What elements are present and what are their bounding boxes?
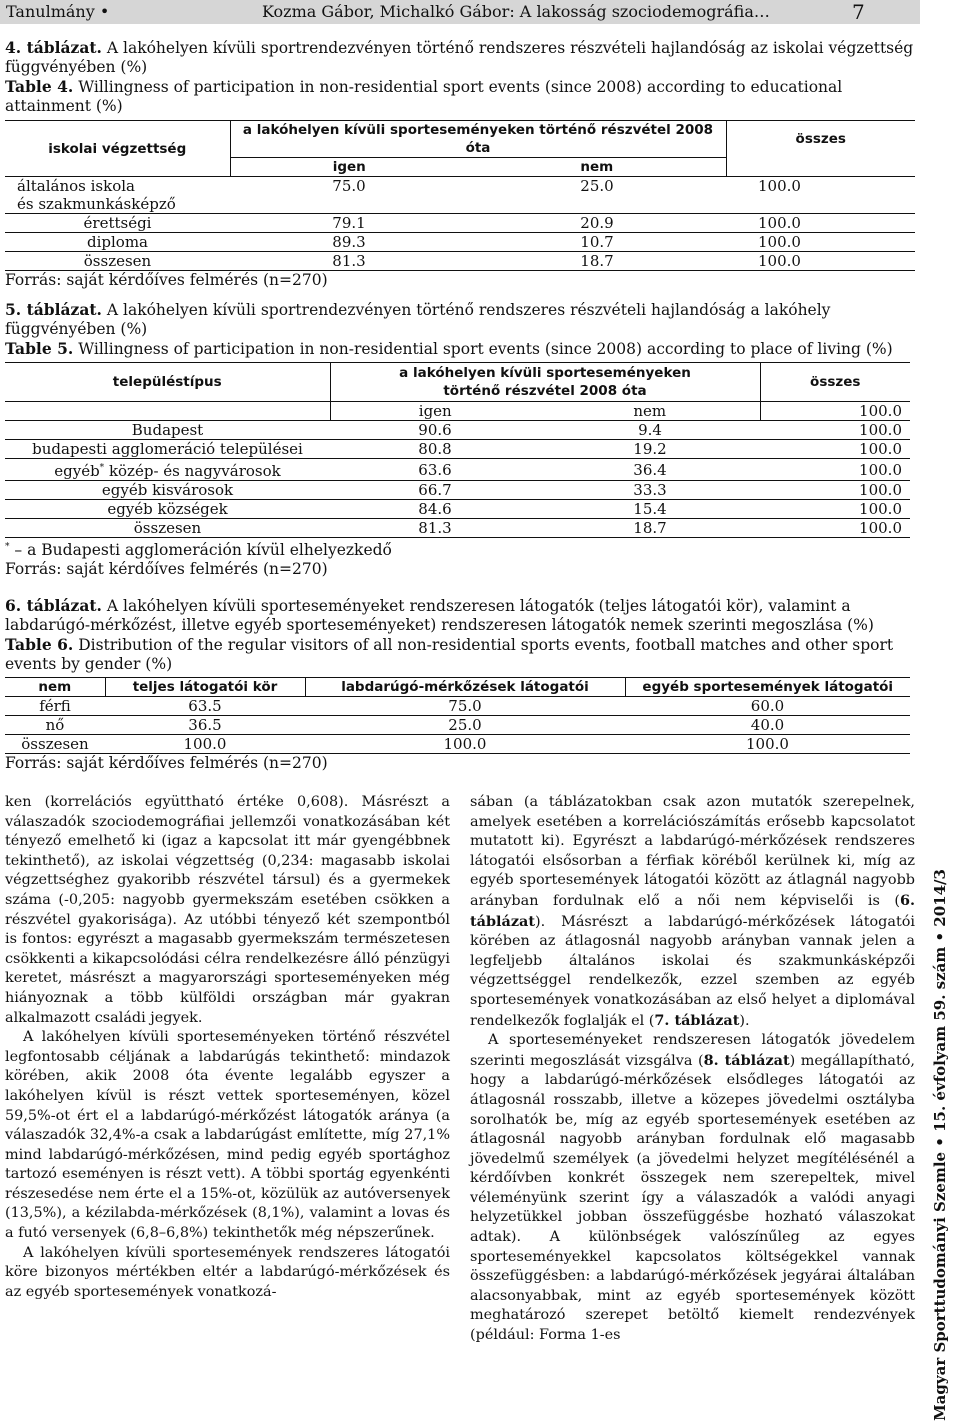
table4-caption-hu: 4. táblázat. A lakóhelyen kívüli sportrendezvényen történő rendszeres részvételi hajlandóság az iskolai végzettség függvényében (%) xyxy=(5,38,914,76)
table6-section xyxy=(5,596,917,773)
body-paragraph: sában (a táblázatokban csak azon mutatók szerepelnek, amelyek esetében a korrelációszámítás erősebb kapcsolatot mutatott ki). Egyrészt a labdarúgó-mérkőzések rendszeres látogatói elsősorban a férfiak köréből kerülnek ki, míg az egyéb sportesemények látogatói között az átlagnál nagyobb arányban fordulnak elő a női nem képviselői is (6. táblázat). Másrészt a labdarúgó-mérkőzések látogatói körében az átlagosnál nagyobb arányban vannak jelen a legfeljebb általános iskolai és szakmunkásképzői végzettséggel rendelkezők, ezzel szemben az egyéb sportesemények vonatkozásában az első helyet a diplomával rendelkezők foglalják el (7. táblázat). xyxy=(470,794,915,1029)
table4-section xyxy=(5,38,917,290)
body-paragraph: A lakóhelyen kívüli sporteseményeken történő részvétel legfontosabb céljának a labdarúgás tekinthető: mindazok körében, akik 2008 óta évente legalább egyszer a lakóhelyen kívül is részt vettek sporteseményen, közel 59,5%-ot ért el a labdarúgó-mérkőzést látogatók aránya (a válaszadók 32,4%-a csak a labdarúgást említette, míg 27,1% mind labdarúgó-mérkőzésen, mind pedig egyéb sportághoz tartozó eseményen is részt vett). A többi sportág egyenkénti részesedése nem érte el a 15%-ot, közülük az autóversenyek (13,5%), a kézilabda-mérkőzések (8,1%), valamint a lovas és a futó versenyek (6,8–6,8%) tekinthetők még népszerűnek. xyxy=(5,1029,450,1242)
table6-source: Forrás: saját kérdőíves felmérés (n=270) xyxy=(5,754,328,772)
table-row: diploma 89.3 10.7 100.0 xyxy=(5,233,915,252)
table5-subheader-yes: igen xyxy=(330,402,540,421)
table5-header-participation: a lakóhelyen kívüli sporteseményeken történő részvétel 2008 óta xyxy=(330,363,760,402)
table-row: általános iskola és szakmunkásképző 75.0 25.0 100.0 xyxy=(17,177,801,213)
table-row: Budapest 90.6 9.4 100.0 xyxy=(5,421,910,440)
table6-caption-hu: 6. táblázat. A lakóhelyen kívüli sporteseményeket rendszeresen látogatók (teljes látogatói kör), valamint a labdarúgó-mérkőzést, illetve egyéb sporteseményeket) rendszeresen látogatók nemek szerinti megoszlása (%) xyxy=(5,596,874,634)
table5-subheader-no: nem xyxy=(540,402,760,421)
body-paragraph: A sporteseményeket rendszeresen látogatók jövedelem szerinti megoszlását vizsgálva (8. táblázat) megállapítható, hogy a labdarúgó-mérkőzések elsődleges látogatói az átlagosnál rosszabb, illetve a közepes jövedelmi osztályba sorolhatók be, míg az egyéb sportesemények esetében az átlagosnál nagyobb arányban fordulnak elő magasabb jövedelmű személyek (a jövedelmi helyzet megítélésénél a kérdőívben konkrét összegek nem szerepeltek, mivel véleményünk szerint így a válaszadók a valódi anyagi helyzetükkel jobban összefüggésbe hozható válaszokat adtak). A különbségek valószínűleg az egyes sporteseményekkel kapcsolatos költségekkel vannak összefüggésben: a labdarúgó-mérkőzések jegyárai általában alacsonyabbak, mint az egyéb sportesemények között meghatározó szerepet betöltő kiemelt rendezvények (például: Forma 1-es xyxy=(470,1032,915,1344)
table6-caption-en: Table 6. Distribution of the regular visitors of all non-residential sports events, football matches and other sport events by gender (%) xyxy=(5,635,894,673)
table5-section xyxy=(5,300,917,579)
table4-subheader-no: nem xyxy=(468,158,726,177)
table-row: egyéb kisvárosok 66.7 33.3 100.0 xyxy=(5,481,910,500)
table-row: budapesti agglomeráció települései 80.8 19.2 100.0 xyxy=(5,440,910,459)
table6-header-all-visitors: teljes látogatói kör xyxy=(105,678,305,697)
journal-issue-label: Magyar Sporttudományi Szemle • 15. évfolyam 59. szám • 2014/3 xyxy=(931,869,949,1421)
table6-header-football: labdarúgó-mérkőzések látogatói xyxy=(305,678,625,697)
table4-source: Forrás: saját kérdőíves felmérés (n=270) xyxy=(5,271,328,289)
table5-footnote: * – a Budapesti agglomeráción kívül elhelyezkedő xyxy=(5,541,392,560)
table6-header-gender: nem xyxy=(5,678,105,697)
table-row: nő 36.5 25.0 40.0 xyxy=(5,716,910,735)
table6 xyxy=(5,677,910,754)
table-row: összesen 81.3 18.7 100.0 xyxy=(5,519,910,538)
table5-source: Forrás: saját kérdőíves felmérés (n=270) xyxy=(5,560,328,579)
table-row: egyéb községek 84.6 15.4 100.0 xyxy=(5,500,910,519)
table5-header-total: összes xyxy=(760,363,910,402)
table4-subheader-yes: igen xyxy=(230,158,468,177)
table-row: férfi 63.5 75.0 60.0 xyxy=(5,697,910,716)
running-header xyxy=(0,0,920,24)
journal-section-label: Tanulmány • xyxy=(6,2,110,21)
table-row: összesen 100.0 100.0 100.0 xyxy=(5,735,910,754)
table5 xyxy=(5,362,910,538)
page-number: 7 xyxy=(852,0,865,24)
table4-caption-en: Table 4. Willingness of participation in non-residential sport events (since 2008) according to educational attainment (%) xyxy=(5,77,843,115)
body-column-right xyxy=(470,793,915,1346)
table5-caption-en: Table 5. Willingness of participation in non-residential sport events (since 2008) according to place of living (%) xyxy=(5,339,893,358)
table4-header-participation: a lakóhelyen kívüli sporteseményeken történő részvétel 2008 óta xyxy=(230,121,726,158)
table6-header-other: egyéb sportesemények látogatói xyxy=(625,678,910,697)
journal-sidebar xyxy=(925,869,955,1421)
body-column-left xyxy=(5,793,450,1302)
table4-header-education: iskolai végzettség xyxy=(5,121,230,177)
table4-header-total: összes xyxy=(726,121,915,158)
body-paragraph: A lakóhelyen kívüli sportesemények rendszeres látogatói köre bizonyos mértékben eltér a labdarúgó-mérkőzések és az egyéb sportesemények vonatkozá- xyxy=(5,1244,450,1300)
table5-subheader-total: 100.0 xyxy=(760,402,910,421)
body-paragraph: ken (korrelációs együttható értéke 0,608). Másrészt a válaszadók szociodemográfiai jellemzői vonatkozásában két tényező emelhető ki (igaz a kapcsolat itt már gyengébbnek tekinthető), az iskolai végzettség (0,234: magasabb iskolai végzettséghez gyakoribb részvétel társul) és a gyermekek száma (-0,205: nagyobb gyermekszám esetében csökken a részvétel gyakorisága). Az utóbbi tényező két szempontból is fontos: egyrészt a magasabb gyermekszám természetesen csökkenti a kikapcsolódási célra rendelkezésre álló pénzügyi keretet, másrészt a magyarországi sporteseményeken még hiányoznak a több külföldi országban már gyakran alkalmazott családi jegyek. xyxy=(5,794,450,1026)
table5-header-settlement: településtípus xyxy=(5,363,330,402)
table-row: érettségi 79.1 20.9 100.0 xyxy=(5,214,915,233)
table-row: egyéb* közép- és nagyvárosok 63.6 36.4 100.0 xyxy=(5,459,910,481)
table4 xyxy=(5,120,915,271)
article-authors-title: Kozma Gábor, Michalkó Gábor: A lakosság szociodemográfia… xyxy=(262,2,770,21)
table5-caption-hu: 5. táblázat. A lakóhelyen kívüli sportrendezvényen történő rendszeres részvételi hajlandóság a lakóhely függvényében (%) xyxy=(5,300,831,338)
table-row: összesen 81.3 18.7 100.0 xyxy=(5,252,915,271)
